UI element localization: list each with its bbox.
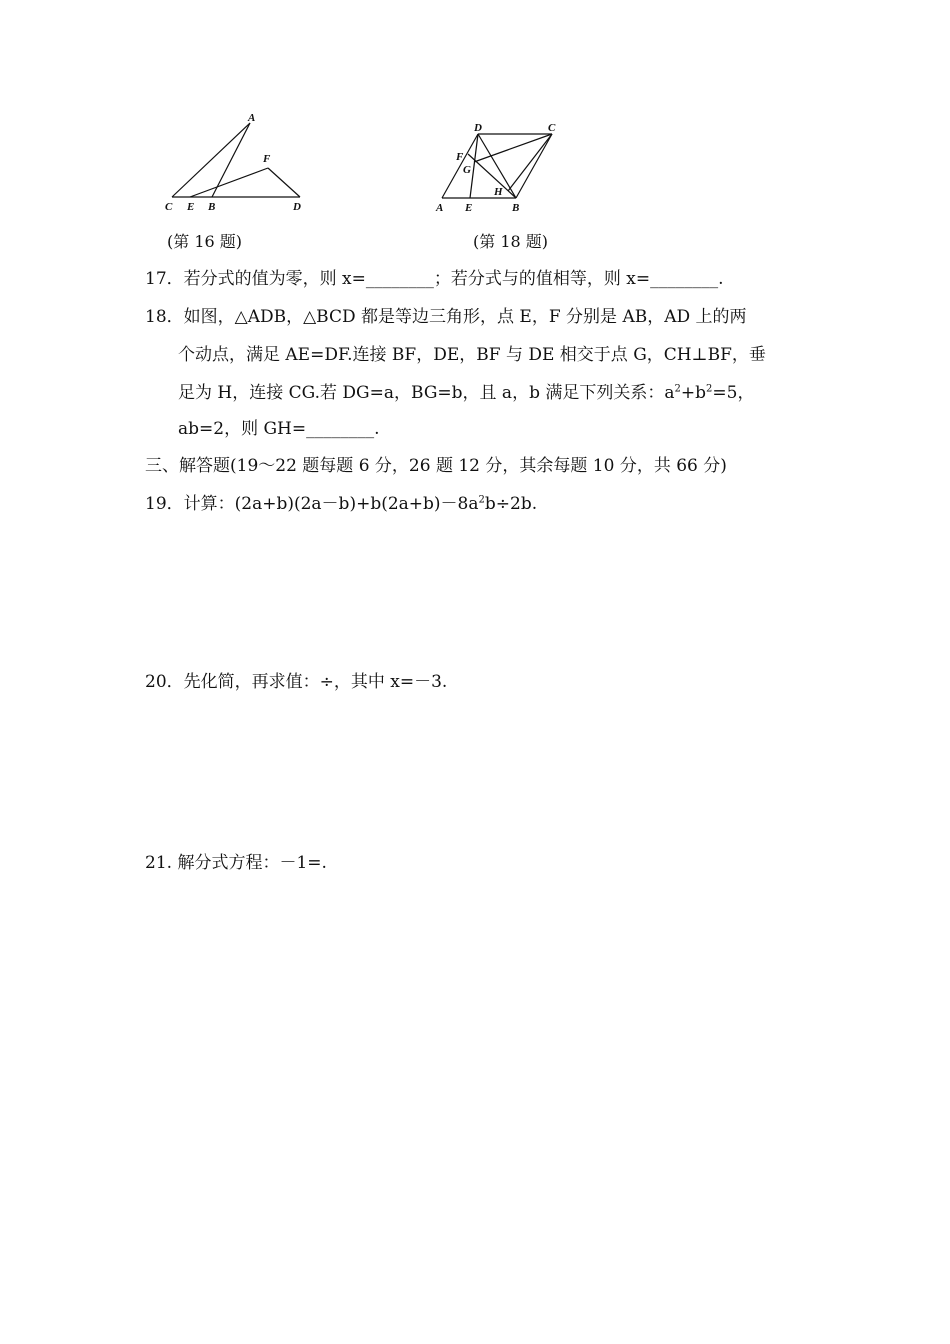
exponent-b: 2: [706, 383, 713, 395]
question-19: [145, 489, 537, 514]
label-F: F: [456, 151, 464, 163]
figure-18-diagram: [430, 118, 570, 218]
question-21: 21. 解分式方程：－1=.: [145, 853, 327, 873]
label-E: E: [187, 201, 195, 213]
question-20: 20．先化简，再求值：÷，其中 x=－3.: [145, 672, 448, 692]
question-18-line-2: 个动点，满足 AE=DF.连接 BF，DE，BF 与 DE 相交于点 G，CH⊥BF，垂: [178, 345, 766, 365]
figure-18: [430, 118, 570, 218]
question-18-line-3-mid: +b: [680, 383, 707, 403]
label-F: F: [263, 153, 271, 165]
exponent-a: 2: [674, 383, 681, 395]
label-E: E: [465, 202, 473, 214]
label-D: D: [474, 122, 482, 134]
label-G: G: [463, 164, 471, 176]
figure-16-diagram: [160, 110, 310, 215]
question-19-pre: 19．计算：(2a+b)(2a－b)+b(2a+b)－8a: [145, 494, 479, 514]
section-3-heading: 三、解答题(19～22 题每题 6 分，26 题 12 分，其余每题 10 分，共 66 分): [145, 456, 727, 476]
label-A: A: [436, 202, 444, 214]
label-B: B: [512, 202, 520, 214]
figure-16-caption: (第 16 题): [167, 232, 243, 251]
label-C: C: [548, 122, 556, 134]
label-A: A: [248, 112, 256, 124]
question-18-line-1: 18．如图，△ADB，△BCD 都是等边三角形，点 E，F 分别是 AB，AD 上的两: [145, 307, 747, 327]
question-18-line-3: [178, 378, 754, 403]
exponent-a2: 2: [478, 494, 485, 506]
question-17: 17．若分式的值为零，则 x=________；若分式与的值相等，则 x=________.: [145, 269, 724, 289]
question-18-line-3-post: =5，: [712, 383, 755, 403]
figure-16: [160, 110, 310, 215]
label-H: H: [494, 186, 503, 198]
label-D: D: [293, 201, 301, 213]
label-C: C: [165, 201, 173, 213]
question-18-line-4: ab=2，则 GH=________.: [178, 419, 380, 439]
label-B: B: [208, 201, 216, 213]
question-19-post: b÷2b.: [484, 494, 538, 514]
question-18-line-3-pre: 足为 H，连接 CG.若 DG=a，BG=b，且 a，b 满足下列关系：a: [178, 383, 675, 403]
figure-18-caption: (第 18 题): [473, 232, 549, 251]
